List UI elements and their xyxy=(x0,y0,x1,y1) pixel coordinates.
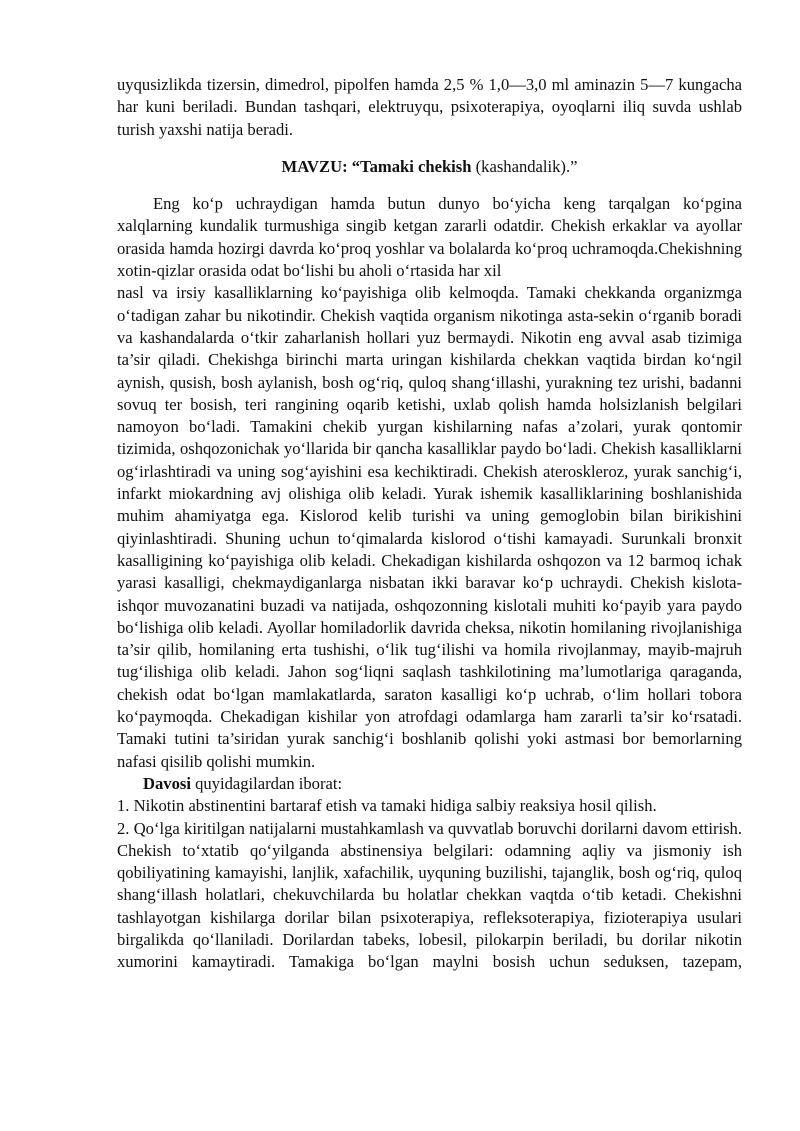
davosi-heading-bold: Davosi xyxy=(143,773,191,793)
list-item-1: 1. Nikotin abstinentini bartaraf etish va tamaki hidiga salbiy reaksiya hosil qilish. xyxy=(117,796,657,816)
list-item-2: 2. Qo‘lga kiritilgan natijalarni mustahkamlash va quvvatlab boruvchi dorilarni davom ettirish. Chekish to‘xtatib qo‘yilganda abstinensiya belgilari: odamning aqliy va jismoniy ish qobiliyatining kamayishi, lanjlik, xafachilik, uyquning buzilishi, tajanglik, bosh og‘riq, quloq shang‘illash holatlari, chekuvchilarda bu holatlar chekkan vaqtda o‘tib ketadi. Chekishni tashlayotgan kishilarga dorilar bilan psixoterapiya, refleksoterapiya, fizioterapiya usulari birgalikda qo‘llaniladi. Dorilardan tabeks, lobesil, pilokarpin beriladi, bu dorilar nikotin xumorini kamaytiradi. Tamakiga bo‘lgan maylni bosish uchun seduksen, tazepam, xyxy=(117,818,742,972)
paragraph-1-start: Eng ko‘p uchraydigan hamda butun dunyo bo‘yicha keng tarqalgan ko‘pgina xalqlarning kundalik turmushiga singib ketgan zararli odatdir. Chekish erkaklar va ayollar orasida hamda hozirgi davrda ko‘proq yoshlar va bolalarda ko‘proq uchramoqda.Chekishning xotin-qizlar orasida odat bo‘lishi bu aholi o‘rtasida har xil xyxy=(117,194,742,281)
paragraph-1-rest: nasl va irsiy kasalliklarning ko‘payishiga olib kelmoqda. Tamaki chekkanda organizmga o‘tadigan zahar bu nikotindir. Chekish vaqtida organism nikotinga asta-sekin o‘rganib boradi va kashandalarda o‘tkir zaharlanish hollari yuz bermaydi. Nikotin eng avval asab tizimiga ta’sir qiladi. Chekishga birinchi marta uringan kishilarda chekkan vaqtida birdan ko‘ngil aynish, qusish, bosh aylanish, bosh og‘riq, quloq shang‘illashi, yurakning tez urishi, badanni sovuq ter bosish, teri rangining oqarib ketishi, uxlab qolish hamda holsizlanish belgilari namoyon bo‘ladi. Tamakini chekib yurgan kishilarning nafas a’zolari, yurak qontomir tizimida, oshqozonichak yo‘llarida bir qancha kasalliklar paydo bo‘ladi. Chekish kasalliklarni og‘irlashtiradi va uning sog‘ayishini esa kechiktiradi. Chekish ateroskleroz, yurak sanchig‘i, infarkt miokardning avj olishiga olib keladi. Yurak ishemik kasalliklarining boshlanishida muhim ahamiyatga ega. Kislorod kelib turishi va uning gemoglobin bilan birikishini qiyinlashtiradi. Shuning uchun to‘qimalarda kislorod o‘tishi kamayadi. Surunkali bronxit kasalligining ko‘payishiga olib keladi. Chekadigan kishilarda oshqozon va 12 barmoq ichak yarasi kasalligi, chekmaydiganlarga nisbatan ikki baravar ko‘p uchraydi. Chekish kislota-ishqor muvozanatini buzadi va natijada, oshqozonning kislotali muhiti ko‘payib yara paydo bo‘lishiga olib keladi. Ayollar homiladorlik davrida cheksa, nikotin homilaning rivojlanishiga ta’sir qilib, homilaning erta tushishi, o‘lik tug‘ilishi va homila rivojlanmay, mayib-majruh tug‘ilishiga olib keladi. Jahon sog‘liqni saqlash tashkilotining ma’lumotlariga qaraganda, chekish odat bo‘lgan mamlakatlarda, saraton kasalligi ko‘p uchrab, o‘lim hollari tobora ko‘paymoqda. Chekadigan kishilar yon atrofdagi odamlarga ham zararli ta’sir ko‘rsatadi. Tamaki tutini ta’siridan yurak sanchig‘i boshlanib qolishi yoki astmasi bor bemorlarning nafasi qisilib qolishi mumkin. xyxy=(117,283,742,771)
section-title xyxy=(117,156,742,178)
section-title-normal: (kashandalik).” xyxy=(471,156,578,176)
davosi-heading-rest: quyidagilardan iborat: xyxy=(190,773,343,793)
davosi-heading xyxy=(117,773,742,795)
intro-paragraph: uyqusizlikda tizersin, dimedrol, pipolfen hamda 2,5 % 1,0—3,0 ml aminazin 5—7 kungacha har kuni beriladi. Bundan tashqari, elektruyqu, psixoterapiya, oyoqlarni iliq suvda ushlab turish yaxshi natija beradi. xyxy=(117,75,742,139)
document-page xyxy=(117,74,742,974)
section-title-bold: MAVZU: “Tamaki chekish xyxy=(281,156,472,176)
